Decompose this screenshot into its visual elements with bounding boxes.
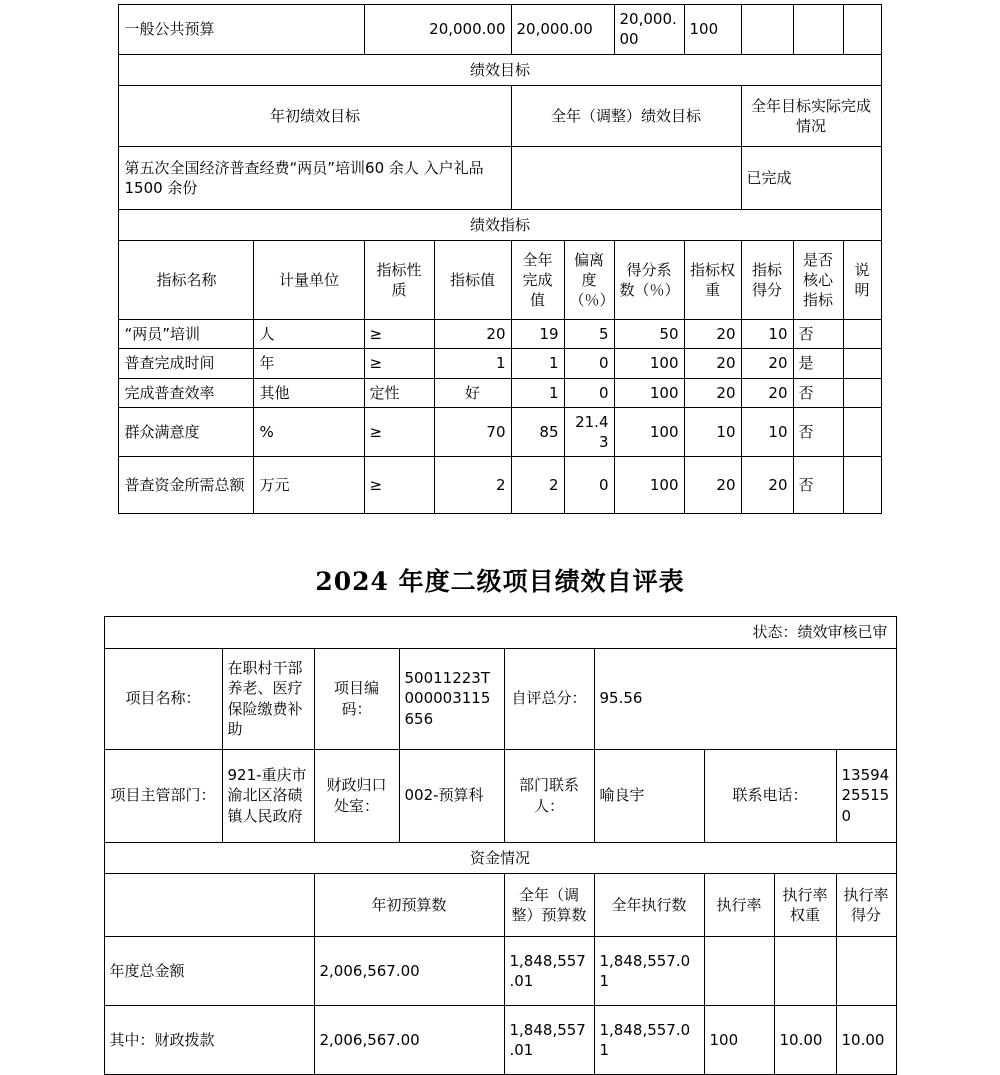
- index-weight: 20: [684, 349, 741, 378]
- index-weight: 20: [684, 457, 741, 514]
- perf-target-initial-value: 第五次全国经济普查经费“两员”培训60 余人 入户礼品 1500 余份: [119, 146, 511, 209]
- funds-col-blank: [104, 873, 314, 936]
- funds-col-rate: 执行率: [704, 873, 774, 936]
- index-target: 好: [434, 378, 511, 407]
- funds-executed: 1,848,557.01: [594, 936, 704, 1005]
- funds-header: 资金情况: [104, 842, 896, 873]
- dept-label: 项目主管部门：: [104, 749, 222, 842]
- project-name-value: 在职村干部养老、医疗保险缴费补助: [222, 648, 314, 749]
- budget-score: [793, 5, 843, 55]
- contact-label: 部门联系人：: [504, 749, 594, 842]
- index-core: 否: [793, 378, 843, 407]
- col-actual: 全年完成值: [511, 241, 564, 320]
- budget-label: 一般公共预算: [119, 5, 364, 55]
- budget-initial: 20,000.00: [364, 5, 511, 55]
- table-row: [119, 378, 881, 407]
- index-coefficient: 100: [614, 457, 684, 514]
- perf-target-col-actual: 全年目标实际完成情况: [741, 85, 881, 146]
- self-score-value: 95.56: [594, 648, 896, 749]
- self-score-label: 自评总分：: [504, 648, 594, 749]
- index-score: 10: [741, 320, 793, 349]
- index-weight: 10: [684, 407, 741, 457]
- table-row: [104, 936, 896, 1005]
- project-name-label: 项目名称：: [104, 648, 222, 749]
- phone-label: 联系电话：: [704, 749, 836, 842]
- table-row: [119, 85, 881, 146]
- funds-adjusted: 1,848,557.01: [504, 1005, 594, 1074]
- index-score: 10: [741, 407, 793, 457]
- index-nature: 定性: [364, 378, 434, 407]
- project-code-label: 项目编码：: [314, 648, 399, 749]
- index-nature: ≥: [364, 320, 434, 349]
- index-core: 是: [793, 349, 843, 378]
- index-deviation: 5: [564, 320, 614, 349]
- table-row: [104, 617, 896, 648]
- col-target: 指标值: [434, 241, 511, 320]
- perf-target-col-initial: 年初绩效目标: [119, 85, 511, 146]
- index-actual: 1: [511, 349, 564, 378]
- funds-rate: 100: [704, 1005, 774, 1074]
- index-target: 2: [434, 457, 511, 514]
- index-note: [843, 407, 881, 457]
- index-coefficient: 100: [614, 378, 684, 407]
- index-unit: 年: [254, 349, 364, 378]
- funds-row-label: 年度总金额: [104, 936, 314, 1005]
- index-core: 否: [793, 407, 843, 457]
- index-unit: 其他: [254, 378, 364, 407]
- contact-value: 喻良宇: [594, 749, 704, 842]
- index-name: 群众满意度: [119, 407, 254, 457]
- funds-score: [836, 936, 896, 1005]
- perf-target-col-annual: 全年（调整）绩效目标: [511, 85, 741, 146]
- table-row: [119, 146, 881, 209]
- index-nature: ≥: [364, 457, 434, 514]
- perf-target-header: 绩效目标: [119, 54, 881, 85]
- table-row: [104, 842, 896, 873]
- index-target: 20: [434, 320, 511, 349]
- table-row: [104, 749, 896, 842]
- index-actual: 85: [511, 407, 564, 457]
- index-score: 20: [741, 378, 793, 407]
- funds-col-score: 执行率得分: [836, 873, 896, 936]
- index-actual: 19: [511, 320, 564, 349]
- col-weight: 指标权重: [684, 241, 741, 320]
- funds-score: 10.00: [836, 1005, 896, 1074]
- funds-col-initial: 年初预算数: [314, 873, 504, 936]
- index-score: 20: [741, 349, 793, 378]
- page-title: 2024 年度二级项目绩效自评表: [315, 567, 685, 597]
- table-header-row: [104, 873, 896, 936]
- funds-col-executed: 全年执行数: [594, 873, 704, 936]
- budget-executed: 20,000.00: [614, 5, 684, 55]
- index-core: 否: [793, 457, 843, 514]
- table-row: [119, 209, 881, 240]
- col-unit: 计量单位: [254, 241, 364, 320]
- table-row: [119, 320, 881, 349]
- budget-rate: 100: [684, 5, 741, 55]
- table-row: [119, 457, 881, 514]
- index-name: “两员”培训: [119, 320, 254, 349]
- funds-row-label: 其中：财政拨款: [104, 1005, 314, 1074]
- table-row: [119, 349, 881, 378]
- col-score: 指标得分: [741, 241, 793, 320]
- table-row: [119, 5, 881, 55]
- index-weight: 20: [684, 378, 741, 407]
- index-note: [843, 457, 881, 514]
- budget-adjusted: 20,000.00: [511, 5, 614, 55]
- index-unit: 人: [254, 320, 364, 349]
- performance-table-part1: [118, 4, 881, 514]
- col-index-name: 指标名称: [119, 241, 254, 320]
- table-row: [104, 1005, 896, 1074]
- perf-target-actual-value: 已完成: [741, 146, 881, 209]
- funds-weight: 10.00: [774, 1005, 836, 1074]
- index-core: 否: [793, 320, 843, 349]
- funds-initial: 2,006,567.00: [314, 936, 504, 1005]
- project-code-value: 50011223T000003115656: [399, 648, 504, 749]
- index-coefficient: 100: [614, 407, 684, 457]
- perf-index-header: 绩效指标: [119, 209, 881, 240]
- index-target: 70: [434, 407, 511, 457]
- budget-empty: [843, 5, 881, 55]
- table-row: [119, 407, 881, 457]
- table-row: [104, 648, 896, 749]
- status-badge: 状态：绩效审核已审: [104, 617, 896, 648]
- col-deviation: 偏离度（％）: [564, 241, 614, 320]
- col-note: 说明: [843, 241, 881, 320]
- index-coefficient: 100: [614, 349, 684, 378]
- funds-weight: [774, 936, 836, 1005]
- table-row: [119, 54, 881, 85]
- index-note: [843, 349, 881, 378]
- index-score: 20: [741, 457, 793, 514]
- index-nature: ≥: [364, 349, 434, 378]
- funds-executed: 1,848,557.01: [594, 1005, 704, 1074]
- funds-initial: 2,006,567.00: [314, 1005, 504, 1074]
- table-header-row: [119, 241, 881, 320]
- index-actual: 2: [511, 457, 564, 514]
- col-coefficient: 得分系数（％）: [614, 241, 684, 320]
- col-nature: 指标性质: [364, 241, 434, 320]
- index-coefficient: 50: [614, 320, 684, 349]
- index-note: [843, 378, 881, 407]
- funds-col-weight: 执行率权重: [774, 873, 836, 936]
- finance-office-label: 财政归口处室：: [314, 749, 399, 842]
- index-actual: 1: [511, 378, 564, 407]
- index-weight: 20: [684, 320, 741, 349]
- phone-value: 13594255150: [836, 749, 896, 842]
- index-nature: ≥: [364, 407, 434, 457]
- index-target: 1: [434, 349, 511, 378]
- index-deviation: 0: [564, 457, 614, 514]
- index-deviation: 0: [564, 378, 614, 407]
- funds-rate: [704, 936, 774, 1005]
- index-name: 普查完成时间: [119, 349, 254, 378]
- index-name: 普查资金所需总额: [119, 457, 254, 514]
- index-deviation: 21.43: [564, 407, 614, 457]
- performance-table-part2: [104, 616, 897, 1075]
- finance-office-value: 002-预算科: [399, 749, 504, 842]
- funds-col-adjusted: 全年（调整）预算数: [504, 873, 594, 936]
- index-note: [843, 320, 881, 349]
- perf-target-annual-value: [511, 146, 741, 209]
- index-unit: 万元: [254, 457, 364, 514]
- index-deviation: 0: [564, 349, 614, 378]
- index-unit: %: [254, 407, 364, 457]
- col-core: 是否核心指标: [793, 241, 843, 320]
- index-name: 完成普查效率: [119, 378, 254, 407]
- dept-value: 921-重庆市渝北区洛碛镇人民政府: [222, 749, 314, 842]
- funds-adjusted: 1,848,557.01: [504, 936, 594, 1005]
- budget-weight: [741, 5, 793, 55]
